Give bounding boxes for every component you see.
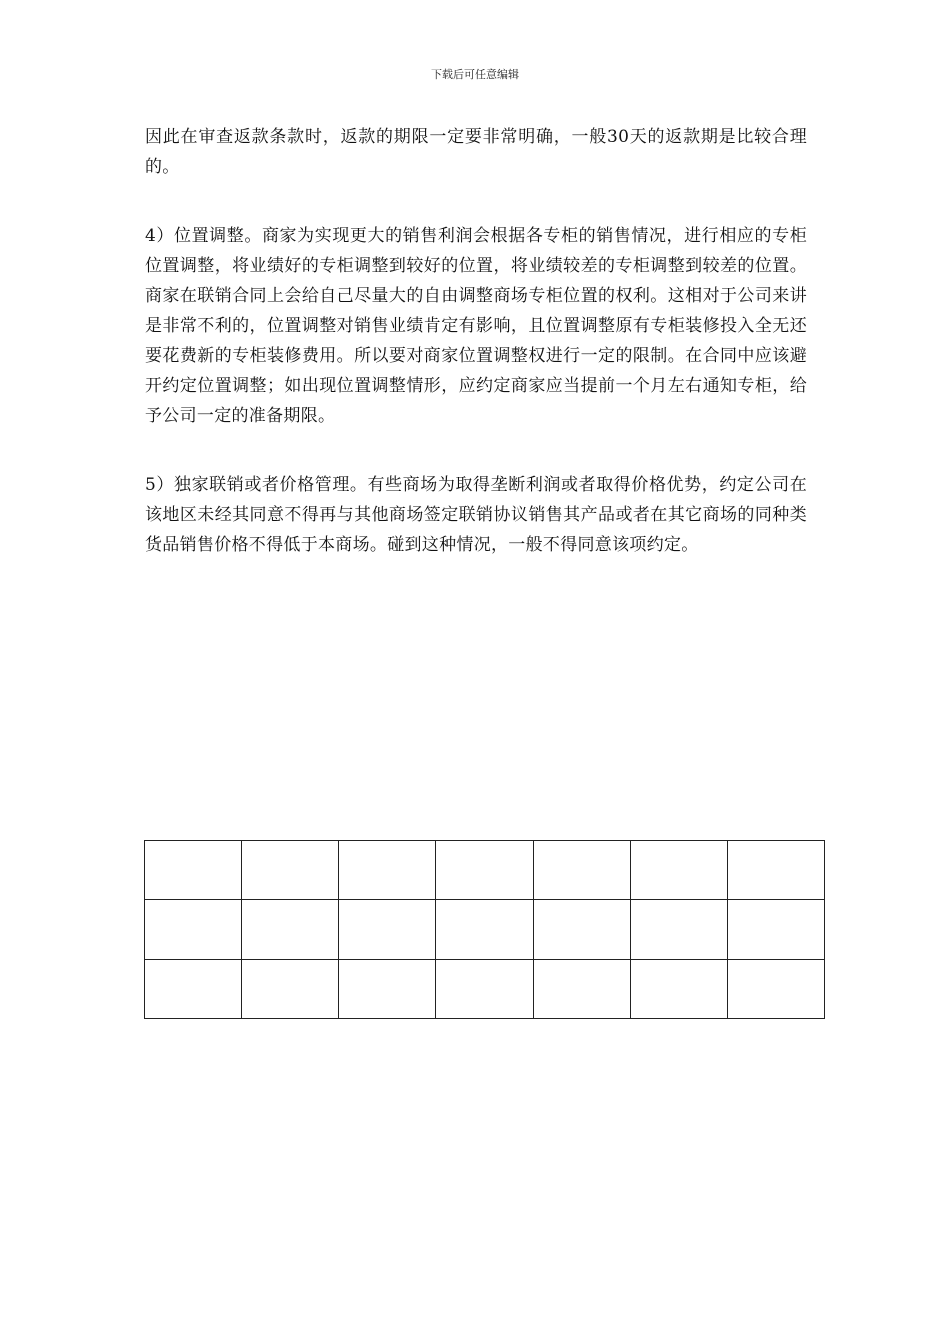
table-cell bbox=[436, 841, 533, 900]
table-row bbox=[145, 900, 825, 959]
paragraph-exclusive-pricing: 5）独家联销或者价格管理。有些商场为取得垄断利润或者取得价格优势，约定公司在该地区未经其同意不得再与其他商场签定联销协议销售其产品或者在其它商场的同种类货品销售价格不得低于本商场。碰到这种情况，一般不得同意该项约定。 bbox=[145, 475, 807, 555]
table-cell bbox=[339, 900, 436, 959]
paragraph-rebate-term: 因此在审查返款条款时，返款的期限一定要非常明确，一般30天的返款期是比较合理的。 bbox=[145, 127, 807, 177]
table-cell bbox=[436, 959, 533, 1018]
table-row bbox=[145, 959, 825, 1018]
table-cell bbox=[533, 900, 630, 959]
table-cell bbox=[727, 900, 824, 959]
table-cell bbox=[533, 959, 630, 1018]
table-cell bbox=[727, 841, 824, 900]
table-cell bbox=[436, 900, 533, 959]
table-cell bbox=[727, 959, 824, 1018]
paragraph-position-adjustment: 4）位置调整。商家为实现更大的销售利润会根据各专柜的销售情况，进行相应的专柜位置调整，将业绩好的专柜调整到较好的位置，将业绩较差的专柜调整到较差的位置。商家在联销合同上会给自己尽量大的自由调整商场专柜位置的权利。这相对于公司来讲是非常不利的，位置调整对销售业绩肯定有影响，且位置调整原有专柜装修投入全无还要花费新的专柜装修费用。所以要对商家位置调整权进行一定的限制。在合同中应该避开约定位置调整；如出现位置调整情形，应约定商家应当提前一个月左右通知专柜，给予公司一定的准备期限。 bbox=[145, 226, 807, 426]
table-cell bbox=[339, 841, 436, 900]
page-header: 下载后可任意编辑 bbox=[431, 68, 519, 81]
table-cell bbox=[630, 959, 727, 1018]
document-body bbox=[145, 122, 807, 599]
table-cell bbox=[630, 841, 727, 900]
table-cell bbox=[145, 900, 242, 959]
grid-table-body bbox=[145, 841, 825, 1019]
table-cell bbox=[145, 959, 242, 1018]
table-cell bbox=[339, 959, 436, 1018]
empty-grid-table bbox=[144, 840, 825, 1019]
table-cell bbox=[242, 841, 339, 900]
table-cell bbox=[533, 841, 630, 900]
table-cell bbox=[145, 841, 242, 900]
table-cell bbox=[630, 900, 727, 959]
table-row bbox=[145, 841, 825, 900]
table-cell bbox=[242, 900, 339, 959]
table-cell bbox=[242, 959, 339, 1018]
